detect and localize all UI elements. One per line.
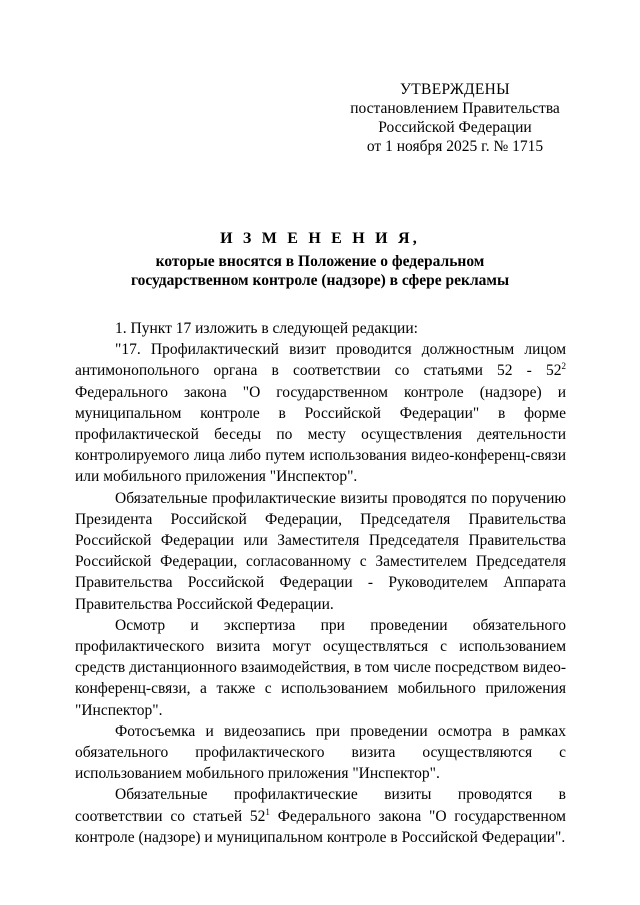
document-title [60, 229, 580, 290]
approval-heading: УТВЕРЖДЕНЫ [400, 81, 510, 98]
paragraph-1: 1. Пункт 17 изложить в следующей редакции: [115, 320, 418, 337]
paragraph-5: Фотосъемка и видеозапись при проведении осмотра в рамках обязательного профилактического визита осуществляются с использованием мобильного приложения "Инспектор". [75, 722, 566, 783]
approval-line-3: от 1 ноября 2025 г. № 1715 [366, 138, 544, 155]
title-main: И З М Е Н Е Н И Я, [220, 230, 420, 247]
paragraph-2-text-b: Федерального закона "О государственном контроле (надзоре) и муниципальном контроле в Российской Федерации" в форме профилактической беседы по месту осуществления деятельности контролируемого лица либо путем использования видео-конференц-связи или мобильного приложения "Инспектор". [75, 383, 566, 486]
paragraph-2 [75, 339, 566, 487]
approval-line-2: Российской Федерации [378, 119, 532, 136]
paragraph-6-superscript: 1 [265, 806, 270, 817]
paragraph-3: Обязательные профилактические визиты проводятся по поручению Президента Российской Федерации, Председателя Правительства Российской Федерации или Заместителя Председателя Правительства Российской Федерации, согласованному с Заместителем Председателя Правительства Российской Федерации - Руководителем Аппарата Правительства Российской Федерации. [75, 489, 566, 613]
paragraph-6-text-a: Обязательные профилактические визиты проводятся в соответствии со статьей 52 [75, 786, 566, 825]
document-body [75, 318, 566, 848]
approval-stamp [330, 80, 580, 156]
title-sub-line-1: которые вносятся в Положение о федеральном [155, 253, 485, 270]
approval-line-1: постановлением Правительства [350, 100, 560, 117]
paragraph-4: Осмотр и экспертиза при проведении обязательного профилактического визита могут осуществляться с использованием средств дистанционного взаимодействия, в том числе посредством видео-конференц-связи, а также с использованием мобильного приложения "Инспектор". [75, 616, 566, 719]
paragraph-2-superscript: 2 [561, 361, 566, 372]
paragraph-6-text-b: Федерального закона "О государственном контроле (надзоре) и муниципальном контроле в Российской Федерации". [75, 807, 566, 846]
paragraph-2-text-a: "17. Профилактический визит проводится должностным лицом антимонопольного органа в соответствии со статьями 52 - 52 [75, 341, 566, 380]
title-sub-line-2: государственном контроле (надзоре) в сфере рекламы [130, 272, 510, 289]
paragraph-6 [75, 784, 566, 848]
